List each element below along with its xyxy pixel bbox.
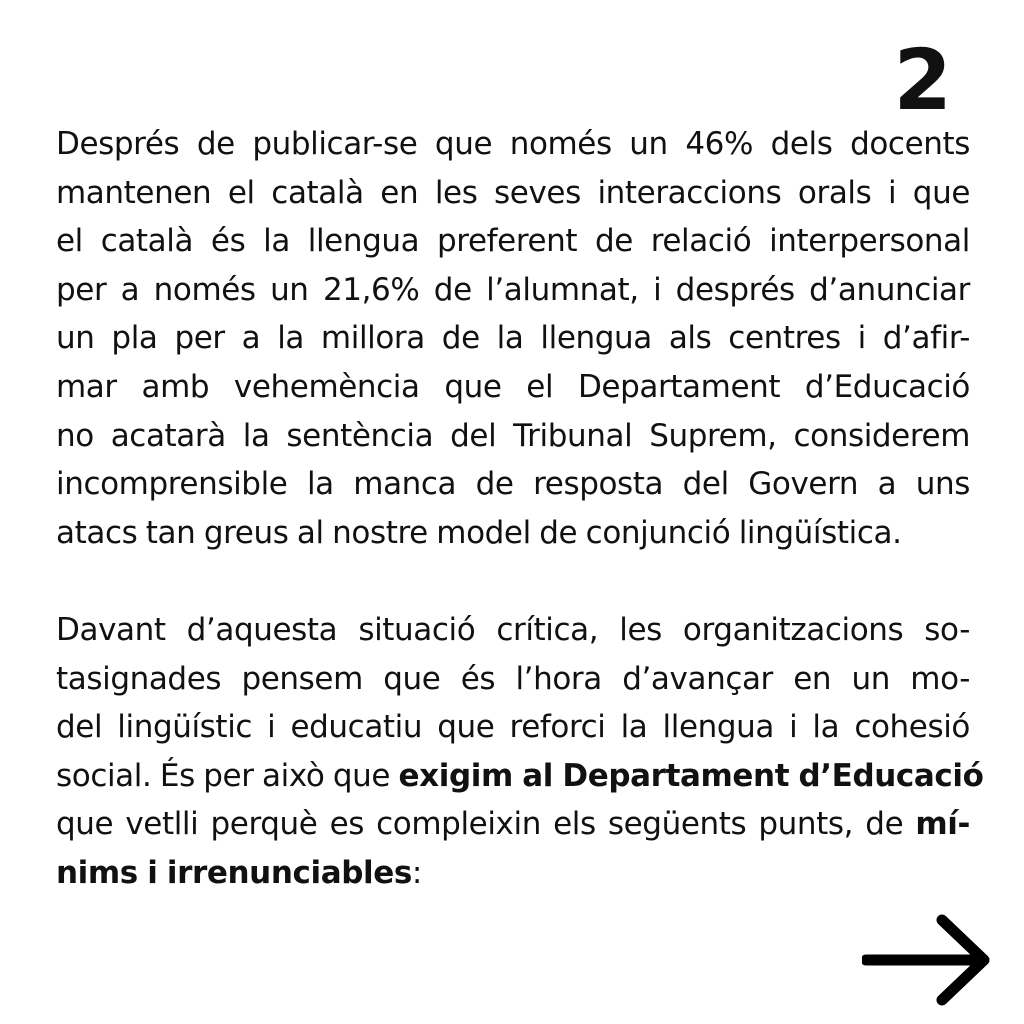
text-line: incomprensible la manca de resposta del Govern a uns — [56, 466, 970, 503]
text-line: mar amb vehemència que el Departament d’Educació — [56, 368, 970, 405]
text-line: atacs tan greus al nostre model de conjunció lingüística. — [56, 514, 902, 551]
arrow-right-icon — [862, 912, 994, 1008]
emphasis-irrenunciables: nims i irrenunciables — [56, 854, 412, 891]
emphasis-demand: exigim al Departament d’Educació — [398, 757, 984, 794]
text-line: per a només un 21,6% de l’alumnat, i després d’anunciar — [56, 271, 970, 308]
text-line: del lingüístic i educatiu que reforci la llengua i la cohesió — [56, 709, 970, 746]
paragraph-demands — [56, 606, 984, 898]
paragraph-intro — [56, 120, 970, 557]
text-line: no acatarà la sentència del Tribunal Suprem, considerem — [56, 417, 970, 454]
text-line — [56, 752, 984, 801]
page-number: 2 — [893, 31, 952, 129]
text-line: un pla per a la millora de la llengua als centres i d’afir- — [56, 320, 970, 357]
text-segment: social. És per això que — [56, 757, 399, 794]
next-page-button[interactable] — [862, 912, 994, 1008]
text-line: mantenen el català en les seves interaccions orals i que — [56, 174, 970, 211]
text-line — [56, 849, 970, 898]
text-segment: : — [411, 854, 422, 891]
text-line: Davant d’aquesta situació crítica, les organitzacions so- — [56, 612, 970, 648]
text-segment: que vetlli perquè es compleixin els següents punts, de — [56, 806, 916, 843]
text-line: tasignades pensem que és l’hora d’avançar en un mo- — [56, 660, 970, 697]
text-line: el català és la llengua preferent de relació interpersonal — [56, 223, 970, 260]
emphasis-minimums: mí- — [915, 806, 970, 843]
text-line: Després de publicar-se que només un 46% dels docents — [56, 126, 970, 162]
text-line — [56, 800, 970, 849]
